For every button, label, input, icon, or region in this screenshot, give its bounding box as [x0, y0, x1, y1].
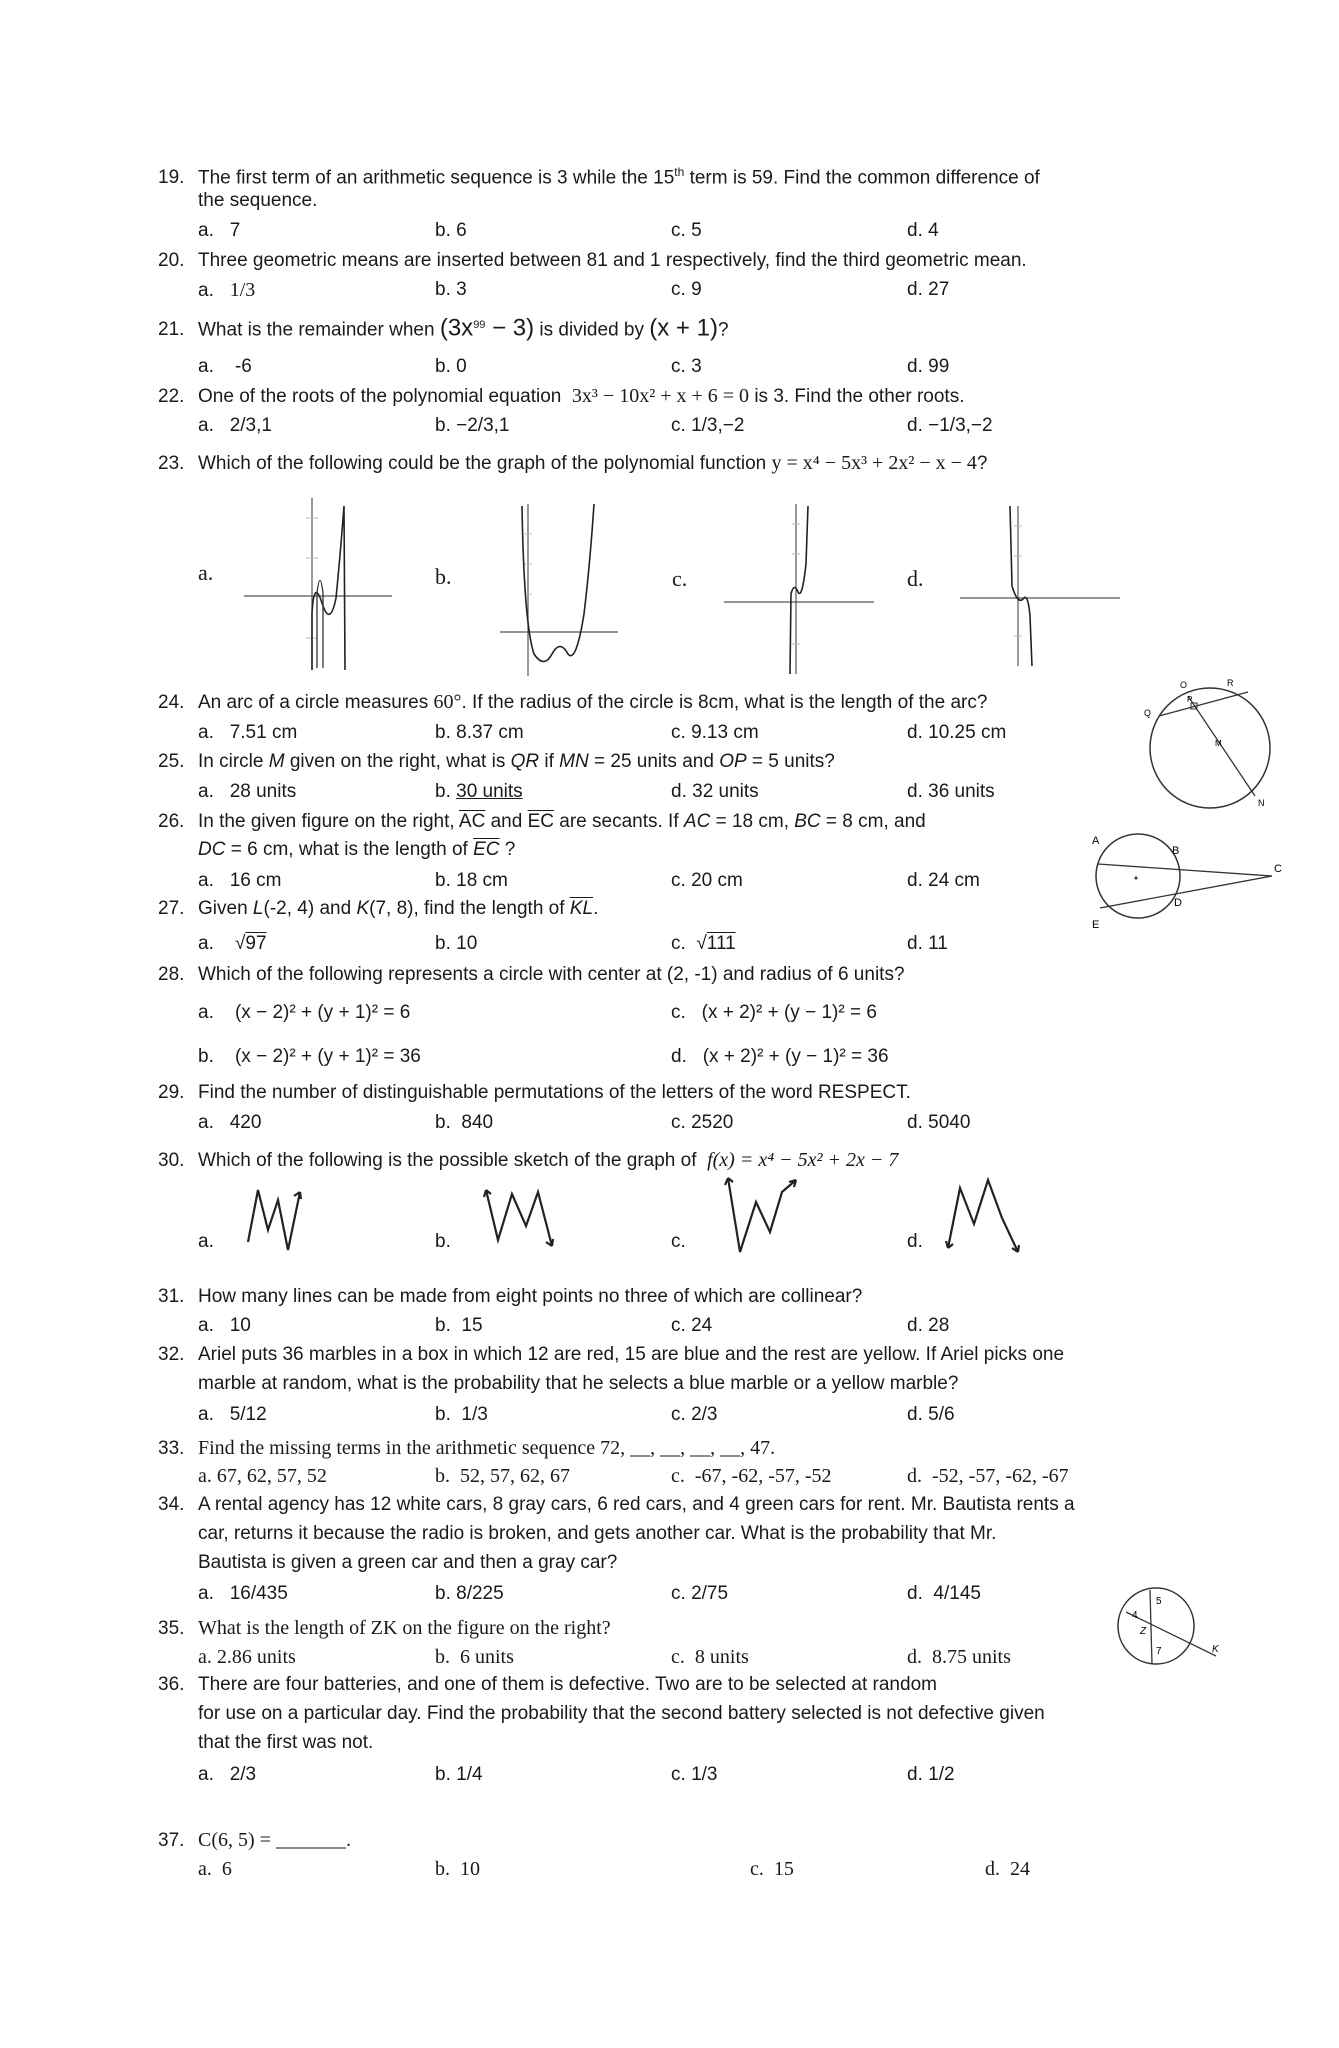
option-c[interactable]: c. 2520 — [671, 1112, 734, 1133]
option-a[interactable]: a. 1/3 — [198, 279, 256, 301]
option-b[interactable]: b. 6 — [435, 220, 467, 241]
option-c[interactable]: c. 20 cm — [671, 870, 743, 891]
option-d-label[interactable]: d. — [907, 566, 924, 591]
option-d[interactable]: d. (x + 2)² + (y − 1)² = 36 — [671, 1046, 889, 1067]
question-26-line2: DC = 6 cm, what is the length of $\overline{EC}$ ? — [198, 839, 516, 860]
option-d[interactable]: d. 4/145 — [907, 1583, 981, 1604]
label-5: 5 — [1156, 1596, 1162, 1607]
question-20 — [158, 249, 1027, 273]
option-a[interactable]: a. 5/12 — [198, 1404, 267, 1425]
question-number: 20. — [158, 250, 185, 271]
option-d[interactable]: d. −1/3,−2 — [907, 415, 993, 436]
option-c[interactable]: c. 9.13 cm — [671, 722, 759, 743]
option-a-label[interactable]: a. — [198, 1231, 214, 1252]
exponent: 99 — [473, 319, 486, 331]
expression: (3x — [439, 314, 474, 342]
label-7: 7 — [1156, 1646, 1162, 1657]
option-b[interactable]: b. 10 — [435, 1858, 480, 1880]
option-d[interactable]: d. 10.25 cm — [907, 722, 1007, 743]
option-b[interactable]: b. 8/225 — [435, 1583, 504, 1604]
option-c[interactable]: c. 24 — [671, 1315, 713, 1336]
option-c[interactable]: c. √111 — [671, 933, 736, 954]
option-d-label[interactable]: d. — [907, 1231, 923, 1252]
question-35 — [158, 1616, 611, 1641]
polynomial-graph-d[interactable] — [960, 506, 1120, 666]
option-c[interactable]: c. 3 — [671, 356, 702, 377]
question-number: 21. — [158, 319, 185, 341]
question-text: What is the length of ZK on the figure on the right? — [198, 1617, 611, 1639]
polynomial-graph-a[interactable] — [244, 498, 392, 670]
question-number: 23. — [158, 453, 185, 474]
question-32-line2: marble at random, what is the probability that he selects a blue marble or a yellow marble? — [198, 1373, 959, 1394]
question-text: What is the remainder when — [198, 319, 435, 341]
option-d[interactable]: d. 4 — [907, 220, 939, 241]
option-c-label[interactable]: c. — [672, 566, 688, 591]
option-a[interactable]: a. -6 — [198, 356, 252, 377]
option-d[interactable]: d. 5040 — [907, 1112, 971, 1133]
option-d[interactable]: d. 36 units — [907, 781, 995, 802]
question-text: An arc of a circle measures — [198, 692, 429, 713]
question-number: 22. — [158, 386, 185, 407]
question-27: 27. Given L(-2, 4) and K(7, 8), find the length of $\overline{KL}$. — [158, 898, 599, 919]
question-text: Which of the following is the possible sketch of the graph of — [198, 1150, 697, 1171]
label-4: 4 — [1132, 1610, 1138, 1621]
option-b[interactable]: b. 52, 57, 62, 67 — [435, 1465, 570, 1487]
question-number: 34. — [158, 1494, 185, 1515]
secant-figure — [1082, 830, 1282, 930]
question-number: 24. — [158, 692, 185, 713]
option-b[interactable]: b. 30 units — [435, 781, 523, 802]
question-text-line2: the sequence. — [198, 190, 318, 211]
option-b[interactable]: b. 3 — [435, 279, 467, 300]
question-text: C(6, 5) = _______. — [198, 1829, 351, 1851]
option-a[interactable]: a. 420 — [198, 1112, 262, 1133]
option-c-label[interactable]: c. — [671, 1231, 686, 1252]
option-a[interactable]: a. 16 cm — [198, 870, 282, 891]
option-c[interactable]: c. 1/3,−2 — [671, 415, 745, 436]
circle-zk-figure — [1112, 1582, 1222, 1672]
question-number: 33. — [158, 1438, 185, 1459]
question-number: 26. — [158, 811, 185, 832]
option-b-label[interactable]: b. — [435, 1231, 451, 1252]
option-d[interactable]: d. 1/2 — [907, 1764, 955, 1785]
label-m: M — [1215, 739, 1222, 748]
option-b[interactable]: b. 0 — [435, 356, 467, 377]
question-31 — [158, 1285, 862, 1309]
option-a[interactable]: a. 2/3,1 — [198, 415, 272, 436]
question-26: 26. In the given figure on the right, $\overline{AC}$ and $\overline{EC}$ are secants. If AC = 18 cm, BC = 8 cm, and — [158, 811, 926, 832]
question-28 — [158, 963, 905, 987]
question-text: One of the roots of the polynomial equation — [198, 386, 562, 407]
option-a[interactable]: a. 7.51 cm — [198, 722, 298, 743]
option-d[interactable]: d. 11 — [907, 933, 948, 954]
question-number: 25. — [158, 751, 185, 772]
question-25: 25. In circle M given on the right, what is QR if MN = 25 units and OP = 5 units? — [158, 751, 835, 772]
question-number: 37. — [158, 1830, 185, 1851]
equation: f(x) = x⁴ − 5x² + 2x − 7 — [707, 1149, 899, 1171]
question-22 — [158, 384, 964, 409]
option-a[interactable]: a. 16/435 — [198, 1583, 288, 1604]
option-a[interactable]: a. 2.86 units — [198, 1646, 296, 1668]
label-e: E — [1092, 919, 1100, 931]
question-36-line3: that the first was not. — [198, 1732, 374, 1753]
sketch-b[interactable] — [480, 1180, 558, 1252]
option-b[interactable]: b. 1/3 — [435, 1404, 488, 1425]
question-36-line2: for use on a particular day. Find the probability that the second battery selected is not defective given — [198, 1703, 1045, 1724]
option-a-label[interactable]: a. — [198, 560, 214, 585]
polynomial-graph-c[interactable] — [724, 504, 874, 674]
option-d[interactable]: d. 5/6 — [907, 1404, 955, 1425]
sketch-c[interactable] — [720, 1172, 810, 1258]
option-c[interactable]: c. 5 — [671, 220, 702, 241]
option-c[interactable]: c. (x + 2)² + (y − 1)² = 6 — [671, 1002, 877, 1023]
question-34 — [158, 1493, 1075, 1517]
question-number: 19. — [158, 167, 185, 189]
option-b[interactable]: b. 15 — [435, 1315, 483, 1336]
equation: 3x³ − 10x² + x + 6 = 0 — [571, 385, 750, 407]
label-a: A — [1092, 835, 1100, 847]
question-32 — [158, 1343, 1064, 1367]
sketch-a[interactable] — [240, 1180, 310, 1252]
option-c[interactable]: c. 15 — [750, 1858, 794, 1880]
question-text: Three geometric means are inserted between 81 and 1 respectively, find the third geometric mean. — [198, 250, 1027, 271]
label-p: P — [1187, 695, 1193, 704]
angle-value: 60° — [433, 691, 462, 713]
option-b[interactable]: b. 840 — [435, 1112, 494, 1133]
polynomial-graph-b[interactable] — [500, 504, 618, 676]
option-d[interactable]: d. 27 — [907, 279, 950, 300]
question-number: 31. — [158, 1286, 185, 1307]
option-d[interactable]: d. 8.75 units — [907, 1646, 1011, 1668]
option-a[interactable]: a. 28 units — [198, 781, 297, 802]
question-30 — [158, 1148, 898, 1173]
option-d-first[interactable]: d. 32 units — [671, 781, 759, 802]
question-24 — [158, 690, 987, 715]
question-text: Which of the following could be the graph of the polynomial function — [198, 453, 767, 474]
option-b[interactable]: b. 6 units — [435, 1646, 514, 1668]
question-36 — [158, 1673, 937, 1697]
question-text: How many lines can be made from eight points no three of which are collinear? — [198, 1286, 863, 1307]
question-34-line3: Bautista is given a green car and then a gray car? — [198, 1552, 618, 1573]
option-c[interactable]: c. 2/3 — [671, 1404, 718, 1425]
question-34-line2: car, returns it because the radio is broken, and gets another car. What is the probability that Mr. — [198, 1523, 997, 1544]
question-33 — [158, 1436, 775, 1461]
circle-m-figure — [1140, 676, 1280, 816]
question-text: Find the missing terms in the arithmetic sequence 72, __, __, __, __, 47. — [198, 1437, 776, 1459]
option-a[interactable]: a. 6 — [198, 1858, 232, 1880]
option-a[interactable]: a. √97 — [198, 933, 267, 954]
expression: (x + 1) — [649, 314, 718, 342]
question-number: 27. — [158, 898, 185, 919]
label-r: R — [1227, 678, 1234, 688]
option-c[interactable]: c. 1/3 — [671, 1764, 718, 1785]
option-b[interactable]: b. 10 — [435, 933, 478, 954]
superscript: th — [674, 165, 685, 179]
label-q: Q — [1144, 708, 1152, 718]
label-c: C — [1274, 863, 1282, 875]
label-z: Z — [1140, 1626, 1147, 1637]
option-c[interactable]: c. 2/75 — [671, 1583, 729, 1604]
question-text: . If the radius of the circle is 8cm, what is the length of the arc? — [461, 692, 988, 713]
question-number: 32. — [158, 1344, 185, 1365]
question-23: 23. Which of the following could be the graph of the polynomial function y = x⁴ − 5x³ + 2x² − x − 4? — [158, 452, 988, 474]
question-text: term is 59. Find the common difference of — [684, 167, 1040, 189]
label-n: N — [1258, 798, 1265, 808]
question-number: 35. — [158, 1618, 185, 1639]
option-a[interactable]: a. 2/3 — [198, 1764, 257, 1785]
question-text: The first term of an arithmetic sequence is 3 while the 15 — [198, 167, 675, 189]
question-21: 21. What is the remainder when $(3x^{99} - 3)$ is divided by (x + 1)? — [158, 314, 729, 342]
question-text: Ariel puts 36 marbles in a box in which 12 are red, 15 are blue and the rest are yellow. If Ariel picks one — [198, 1344, 1065, 1365]
option-b[interactable]: b. (x − 2)² + (y + 1)² = 36 — [198, 1046, 421, 1067]
option-d[interactable]: d. -52, -57, -62, -67 — [907, 1465, 1069, 1487]
label-b: B — [1172, 845, 1180, 857]
option-b[interactable]: b. −2/3,1 — [435, 415, 510, 436]
option-d[interactable]: d. 28 — [907, 1315, 950, 1336]
option-d[interactable]: d. 24 — [985, 1858, 1030, 1880]
option-b[interactable]: b. 1/4 — [435, 1764, 483, 1785]
question-text: There are four batteries, and one of them is defective. Two are to be selected at random — [198, 1674, 937, 1695]
option-c[interactable]: c. -67, -62, -57, -52 — [671, 1465, 832, 1487]
question-text: Find the number of distinguishable permutations of the letters of the word RESPECT. — [198, 1082, 911, 1103]
expression: − 3) — [485, 314, 535, 342]
option-a[interactable]: a. 67, 62, 57, 52 — [198, 1465, 327, 1487]
question-text: is 3. Find the other roots. — [754, 386, 965, 407]
option-b[interactable]: b. 18 cm — [435, 870, 508, 891]
option-d[interactable]: d. 24 cm — [907, 870, 980, 891]
option-c[interactable]: c. 9 — [671, 279, 702, 300]
question-37 — [158, 1828, 351, 1853]
option-c[interactable]: c. 8 units — [671, 1646, 749, 1668]
label-d: D — [1174, 897, 1182, 909]
question-number: 29. — [158, 1082, 185, 1103]
equation: y = x⁴ − 5x³ + 2x² − x − 4 — [771, 452, 977, 474]
option-d[interactable]: d. 99 — [907, 356, 950, 377]
option-b[interactable]: b. 8.37 cm — [435, 722, 524, 743]
option-a[interactable]: a. 10 — [198, 1315, 251, 1336]
question-text: A rental agency has 12 white cars, 8 gray cars, 6 red cars, and 4 green cars for rent. Mr. Bautista rents a — [198, 1494, 1075, 1515]
question-number: 28. — [158, 964, 185, 985]
label-k: K — [1212, 1644, 1219, 1655]
label-o: O — [1180, 680, 1188, 690]
question-19 — [158, 160, 1040, 190]
question-number: 30. — [158, 1150, 185, 1171]
sketch-d[interactable] — [940, 1168, 1030, 1256]
option-b-label[interactable]: b. — [435, 564, 452, 589]
question-text: Which of the following represents a circle with center at (2, -1) and radius of 6 units? — [198, 964, 905, 985]
option-a[interactable]: a. (x − 2)² + (y + 1)² = 6 — [198, 1002, 411, 1023]
question-number: 36. — [158, 1674, 185, 1695]
option-a[interactable]: a. 7 — [198, 220, 241, 241]
question-29 — [158, 1081, 911, 1105]
